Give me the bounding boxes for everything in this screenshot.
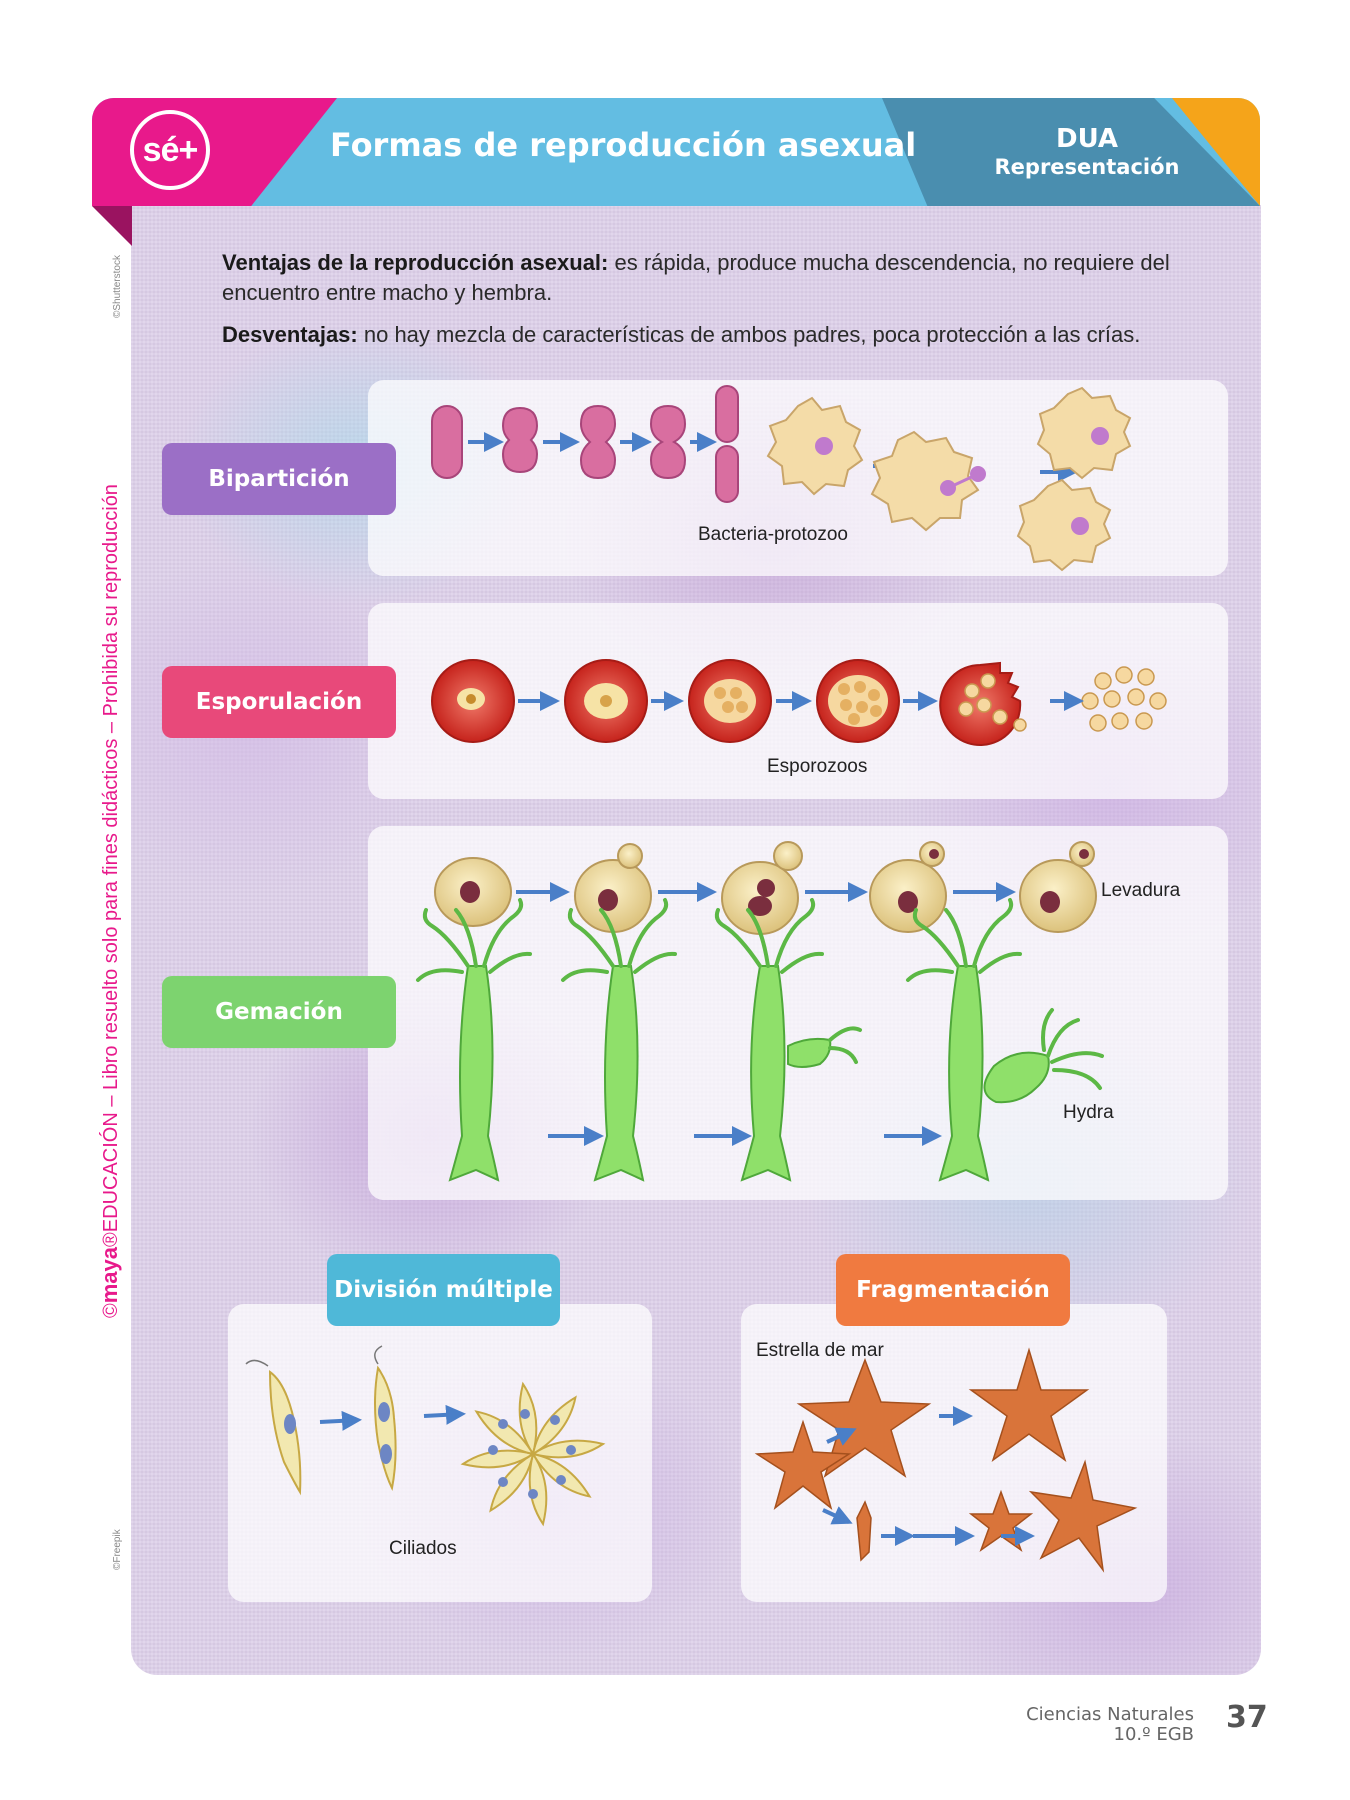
fragmentacion-caption: Estrella de mar: [756, 1340, 884, 1361]
biparticion-caption: Bacteria-protozoo: [698, 524, 848, 545]
dua-badge: [982, 124, 1192, 180]
disadvantages-text: no hay mezcla de características de ambos padres, poca protección a las crías.: [357, 322, 1141, 347]
biparticion-illustration: [368, 380, 1228, 576]
credit-shutterstock: ©Shutterstock: [112, 255, 123, 318]
division-multiple-caption: Ciliados: [389, 1538, 457, 1559]
copyright-side-text: ©maya®EDUCACIÓN – Libro resuelto solo para fines didácticos – Prohibida su reproducción: [97, 484, 122, 1318]
page-title: Formas de reproducción asexual: [330, 126, 917, 164]
logo-text: sé+: [142, 130, 198, 169]
brand-name: maya: [97, 1246, 122, 1304]
intro-text: [222, 248, 1202, 362]
esporulacion-label: Esporulación: [162, 666, 396, 738]
header-pink-block: [92, 98, 337, 206]
division-multiple-label: División múltiple: [327, 1254, 560, 1326]
dua-title: DUA: [1055, 124, 1119, 154]
se-plus-logo: [130, 110, 210, 190]
disadvantages-label: Desventajas:: [222, 322, 358, 347]
biparticion-label: Bipartición: [162, 443, 396, 515]
hydra-caption: Hydra: [1063, 1102, 1114, 1123]
esporulacion-caption: Esporozoos: [767, 756, 868, 777]
subject-name: Ciencias Naturales: [1026, 1704, 1194, 1725]
levadura-caption: Levadura: [1101, 880, 1181, 901]
advantages-paragraph: [222, 248, 1202, 308]
credit-freepik: ©Freepik: [112, 1529, 123, 1570]
fragmentacion-label: Fragmentación: [836, 1254, 1070, 1326]
advantages-text: es rápida, produce mucha descendencia, no requiere del encuentro entre macho y hembra.: [222, 250, 1170, 305]
advantages-label: Ventajas de la reproducción asexual:: [222, 250, 609, 275]
disadvantages-paragraph: [222, 320, 1202, 350]
gemacion-label: Gemación: [162, 976, 396, 1048]
dua-subtitle: Representación: [994, 155, 1180, 179]
header-banner: [92, 98, 1260, 206]
gemacion-illustration: [368, 826, 1228, 1200]
copyright-text: EDUCACIÓN – Libro resuelto solo para fines didácticos – Prohibida su reproducción: [100, 484, 122, 1233]
header-fold: [92, 206, 132, 246]
grade-label: 10.º EGB: [1113, 1724, 1194, 1745]
page-number: 37: [1226, 1700, 1268, 1735]
footer-subject: [1026, 1705, 1194, 1745]
